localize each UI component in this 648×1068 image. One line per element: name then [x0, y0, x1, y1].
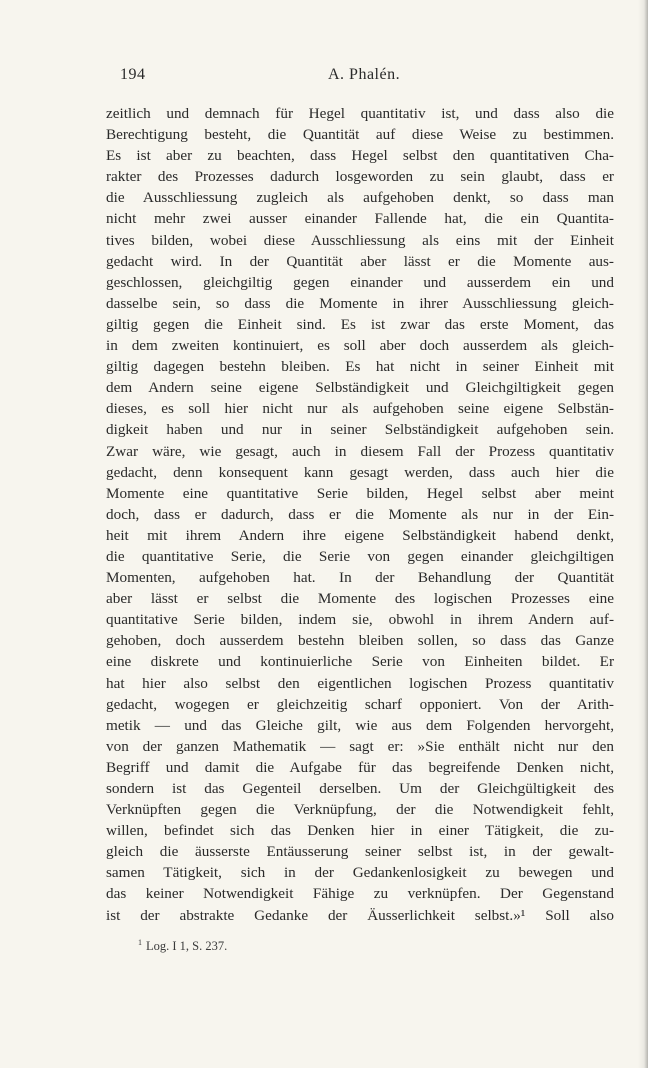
- text-line: rakter des Prozesses dadurch losgeworden zu sein glaubt, dass er: [106, 168, 614, 186]
- page-edge-shadow: [638, 0, 648, 1068]
- text-line: hat hier also selbst den eigentlichen logischen Prozess quantitativ: [106, 674, 614, 692]
- text-line: gleich die äusserste Entäusserung seiner selbst ist, in der gewalt-: [106, 843, 614, 861]
- text-line: Begriff und damit die Aufgabe für das begreifende Denken nicht,: [106, 758, 614, 776]
- text-line: die Ausschliessung zugleich als aufgehoben denkt, so dass man: [106, 189, 614, 207]
- text-line: aber lässt er selbst die Momente des logischen Prozesses eine: [106, 590, 614, 608]
- text-line: Es ist aber zu beachten, dass Hegel selbst den quantitativen Cha-: [106, 147, 614, 165]
- text-line: quantitative Serie bilden, indem sie, obwohl in ihrem Andern auf-: [106, 611, 614, 629]
- page-header: [120, 66, 540, 90]
- body-text: [106, 103, 614, 926]
- text-line: die quantitative Serie, die Serie von gegen einander gleichgiltigen: [106, 547, 614, 565]
- text-line: dieses, es soll hier nicht nur als aufgehoben seine eigene Selbstän-: [106, 400, 614, 418]
- text-line: in dem zweiten kontinuiert, es soll aber doch ausserdem als gleich-: [106, 337, 614, 355]
- text-line: gehoben, doch ausserdem bestehn bleiben sollen, so dass das Ganze: [106, 632, 614, 650]
- text-line: giltig gegen die Einheit sind. Es ist zwar das erste Moment, das: [106, 315, 614, 333]
- running-head: A. Phalén.: [328, 66, 401, 83]
- text-line: heit mit ihrem Andern ihre eigene Selbständigkeit habend denkt,: [106, 526, 614, 544]
- text-line: gedacht, denn konsequent kann gesagt werden, dass auch hier die: [106, 463, 614, 481]
- text-line: digkeit haben und nur in seiner Selbständigkeit aufgehoben sein.: [106, 421, 614, 439]
- text-line: doch, dass er dadurch, dass er die Momente als nur in der Ein-: [106, 505, 614, 523]
- footnote-marker: 1: [138, 938, 142, 947]
- text-line: eine diskrete und kontinuierliche Serie von Einheiten bildet. Er: [106, 653, 614, 671]
- text-line: Momenten, aufgehoben hat. In der Behandlung der Quantität: [106, 569, 614, 587]
- text-line: Berechtigung besteht, die Quantität auf diese Weise zu bestimmen.: [106, 126, 614, 144]
- text-line: geschlossen, gleichgiltig gegen einander und ausserdem ein und: [106, 273, 614, 291]
- footnote: [138, 938, 227, 954]
- text-line: giltig dagegen bestehn bleiben. Es hat nicht in seiner Einheit mit: [106, 358, 614, 376]
- footnote-text: Log. I 1, S. 237.: [146, 939, 228, 954]
- text-line: ist der abstrakte Gedanke der Äusserlichkeit selbst.»¹ Soll also: [106, 906, 614, 924]
- text-line: dem Andern seine eigene Selbständigkeit und Gleichgiltigkeit gegen: [106, 379, 614, 397]
- text-line: dasselbe sein, so dass die Momente in ihrer Ausschliessung gleich-: [106, 294, 614, 312]
- page-number: 194: [120, 66, 146, 83]
- text-line: gedacht wird. In der Quantität aber lässt er die Momente aus-: [106, 252, 614, 270]
- text-line: Momente eine quantitative Serie bilden, Hegel selbst aber meint: [106, 484, 614, 502]
- text-line: willen, befindet sich das Denken hier in einer Tätigkeit, die zu-: [106, 822, 614, 840]
- text-line: Zwar wäre, wie gesagt, auch in diesem Fall der Prozess quantitativ: [106, 442, 614, 460]
- text-line: Verknüpften gegen die Verknüpfung, der die Notwendigkeit fehlt,: [106, 801, 614, 819]
- text-line: das keiner Notwendigkeit Fähige zu verknüpfen. Der Gegenstand: [106, 885, 614, 903]
- text-line: tives bilden, wobei diese Ausschliessung als eins mit der Einheit: [106, 231, 614, 249]
- text-line: zeitlich und demnach für Hegel quantitativ ist, und dass also die: [106, 105, 614, 122]
- text-line: von der ganzen Mathematik — sagt er: »Sie enthält nicht nur den: [106, 737, 614, 755]
- text-line: nicht mehr zwei ausser einander Fallende hat, die ein Quantita-: [106, 210, 614, 228]
- text-line: gedacht, wogegen er gleichzeitig scharf opponiert. Von der Arith-: [106, 695, 614, 713]
- text-line: samen Tätigkeit, sich in der Gedankenlosigkeit zu bewegen und: [106, 864, 614, 882]
- text-line: sondern ist das Gegenteil derselben. Um der Gleichgültigkeit des: [106, 780, 614, 797]
- text-line: metik — und das Gleiche gilt, wie aus dem Folgenden hervorgeht,: [106, 716, 614, 734]
